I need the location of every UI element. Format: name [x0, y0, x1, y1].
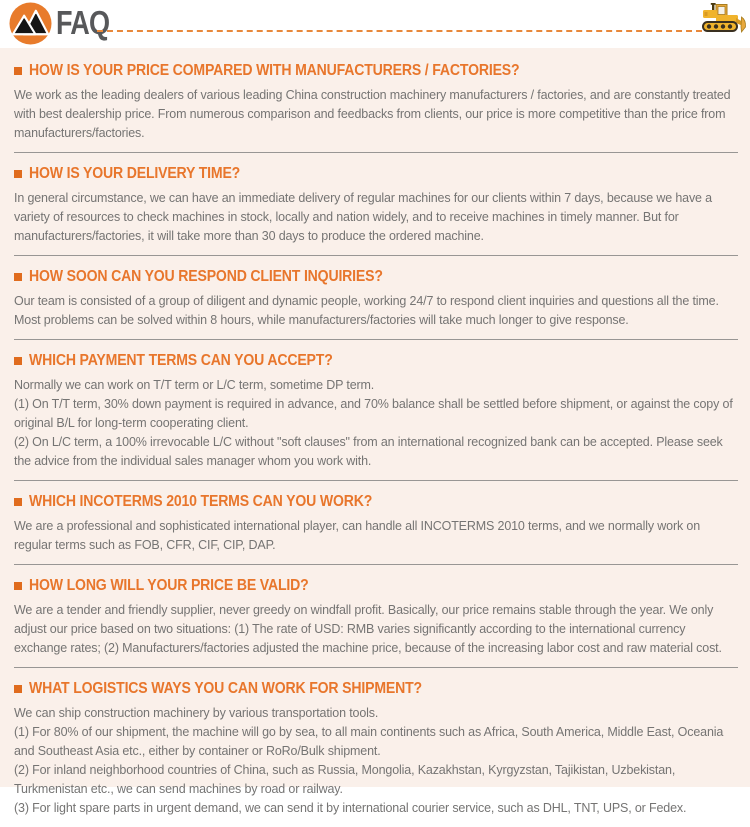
square-bullet-icon: [14, 67, 22, 75]
square-bullet-icon: [14, 273, 22, 281]
faq-section-payment: [14, 352, 738, 481]
faq-answer-paragraph: We are a professional and sophisticated international player, can handle all INCOTERMS 2010 terms, and we normally work on regular terms such as FOB, CFR, CIF, CIP, DAP.: [14, 519, 700, 552]
page-title: FAQ: [56, 4, 110, 41]
faq-question-text: HOW SOON CAN YOU RESPOND CLIENT INQUIRIES?: [29, 268, 383, 285]
faq-answer-paragraph: We work as the leading dealers of various leading China construction machinery manufacturers / factories, and are constantly treated with best dealership price. From numerous comparison and feedbacks from clients, our price is more competitive than the price from manufacturers/factories.: [14, 88, 731, 140]
faq-question: [14, 680, 738, 698]
faq-question: [14, 268, 738, 286]
faq-question-text: HOW IS YOUR DELIVERY TIME?: [29, 165, 241, 182]
faq-question-text: WHICH INCOTERMS 2010 TERMS CAN YOU WORK?: [29, 493, 373, 510]
square-bullet-icon: [14, 170, 22, 178]
mountain-logo-icon: [9, 2, 52, 45]
square-bullet-icon: [14, 582, 22, 590]
faq-answer: [14, 517, 738, 555]
faq-section-delivery: [14, 165, 738, 256]
bulldozer-icon: [700, 3, 747, 34]
faq-section-price-validity: [14, 577, 738, 668]
faq-question: [14, 62, 738, 80]
faq-question: [14, 165, 738, 183]
faq-answer-paragraph: Normally we can work on T/T term or L/C term, sometime DP term.: [14, 378, 375, 392]
faq-answer: [14, 189, 738, 246]
dashed-divider: [97, 30, 702, 32]
faq-question: [14, 577, 738, 595]
faq-answer: [14, 601, 738, 658]
faq-section-logistics: [14, 680, 738, 827]
faq-answer-paragraph: (1) On T/T term, 30% down payment is required in advance, and 70% balance shall be settled before shipment, or against the copy of original B/L for long-term cooperating client.: [14, 397, 733, 430]
faq-answer-paragraph: We can ship construction machinery by various transportation tools.: [14, 706, 379, 720]
square-bullet-icon: [14, 498, 22, 506]
faq-answer-paragraph: Our team is consisted of a group of diligent and dynamic people, working 24/7 to respond client inquiries and questions all the time. Most problems can be solved within 8 hours, while manufacturers/factories will take much longer to give response.: [14, 294, 719, 327]
faq-answer-paragraph: (2) On L/C term, a 100% irrevocable L/C without "soft clauses" from an international recognized bank can be accepted. Please seek the advice from the individual sales manager whom you work with.: [14, 435, 723, 468]
faq-question-text: WHICH PAYMENT TERMS CAN YOU ACCEPT?: [29, 352, 333, 369]
faq-question-text: WHAT LOGISTICS WAYS YOU CAN WORK FOR SHIPMENT?: [29, 680, 422, 697]
faq-answer: [14, 704, 738, 818]
faq-answer: [14, 376, 738, 471]
faq-question: [14, 352, 738, 370]
faq-answer-paragraph: In general circumstance, we can have an immediate delivery of regular machines for our clients within 7 days, because we have a variety of resources to check machines in stock, locally and nation widely, and to receive machines in timely manner. But for manufacturers/factories, it will take more than 30 days to produce the ordered machine.: [14, 191, 712, 243]
faq-answer-paragraph: (1) For 80% of our shipment, the machine will go by sea, to all main continents such as Africa, South America, Middle East, Oceania and Southeast Asia etc., either by container or RoRo/Bulk shipment.: [14, 725, 724, 758]
faq-question: [14, 493, 738, 511]
faq-answer: [14, 86, 738, 143]
faq-section-price: [14, 62, 738, 153]
faq-section-incoterms: [14, 493, 738, 565]
page-header: [0, 0, 750, 48]
faq-answer-paragraph: (2) For inland neighborhood countries of China, such as Russia, Mongolia, Kazakhstan, Kyrgyzstan, Tajikistan, Uzbekistan, Turkmenistan etc., we can send machines by road or railway.: [14, 763, 676, 796]
square-bullet-icon: [14, 357, 22, 365]
faq-answer-paragraph: We are a tender and friendly supplier, never greedy on windfall profit. Basically, our price remains stable through the year. We only adjust our price based on two situations: (1) The rate of USD: RMB varies significantly according to the international currency exchange rates; (2) Manufacturers/factories adjusted the machine price, because of the increasing labor cost and raw material cost.: [14, 603, 722, 655]
faq-question-text: HOW IS YOUR PRICE COMPARED WITH MANUFACTURERS / FACTORIES?: [29, 62, 520, 79]
faq-answer-paragraph: (3) For light spare parts in urgent demand, we can send it by international courier service, such as DHL, TNT, UPS, or Fedex.: [14, 801, 687, 815]
square-bullet-icon: [14, 685, 22, 693]
faq-section-response: [14, 268, 738, 340]
faq-content: [0, 48, 750, 815]
faq-answer: [14, 292, 738, 330]
faq-question-text: HOW LONG WILL YOUR PRICE BE VALID?: [29, 577, 309, 594]
